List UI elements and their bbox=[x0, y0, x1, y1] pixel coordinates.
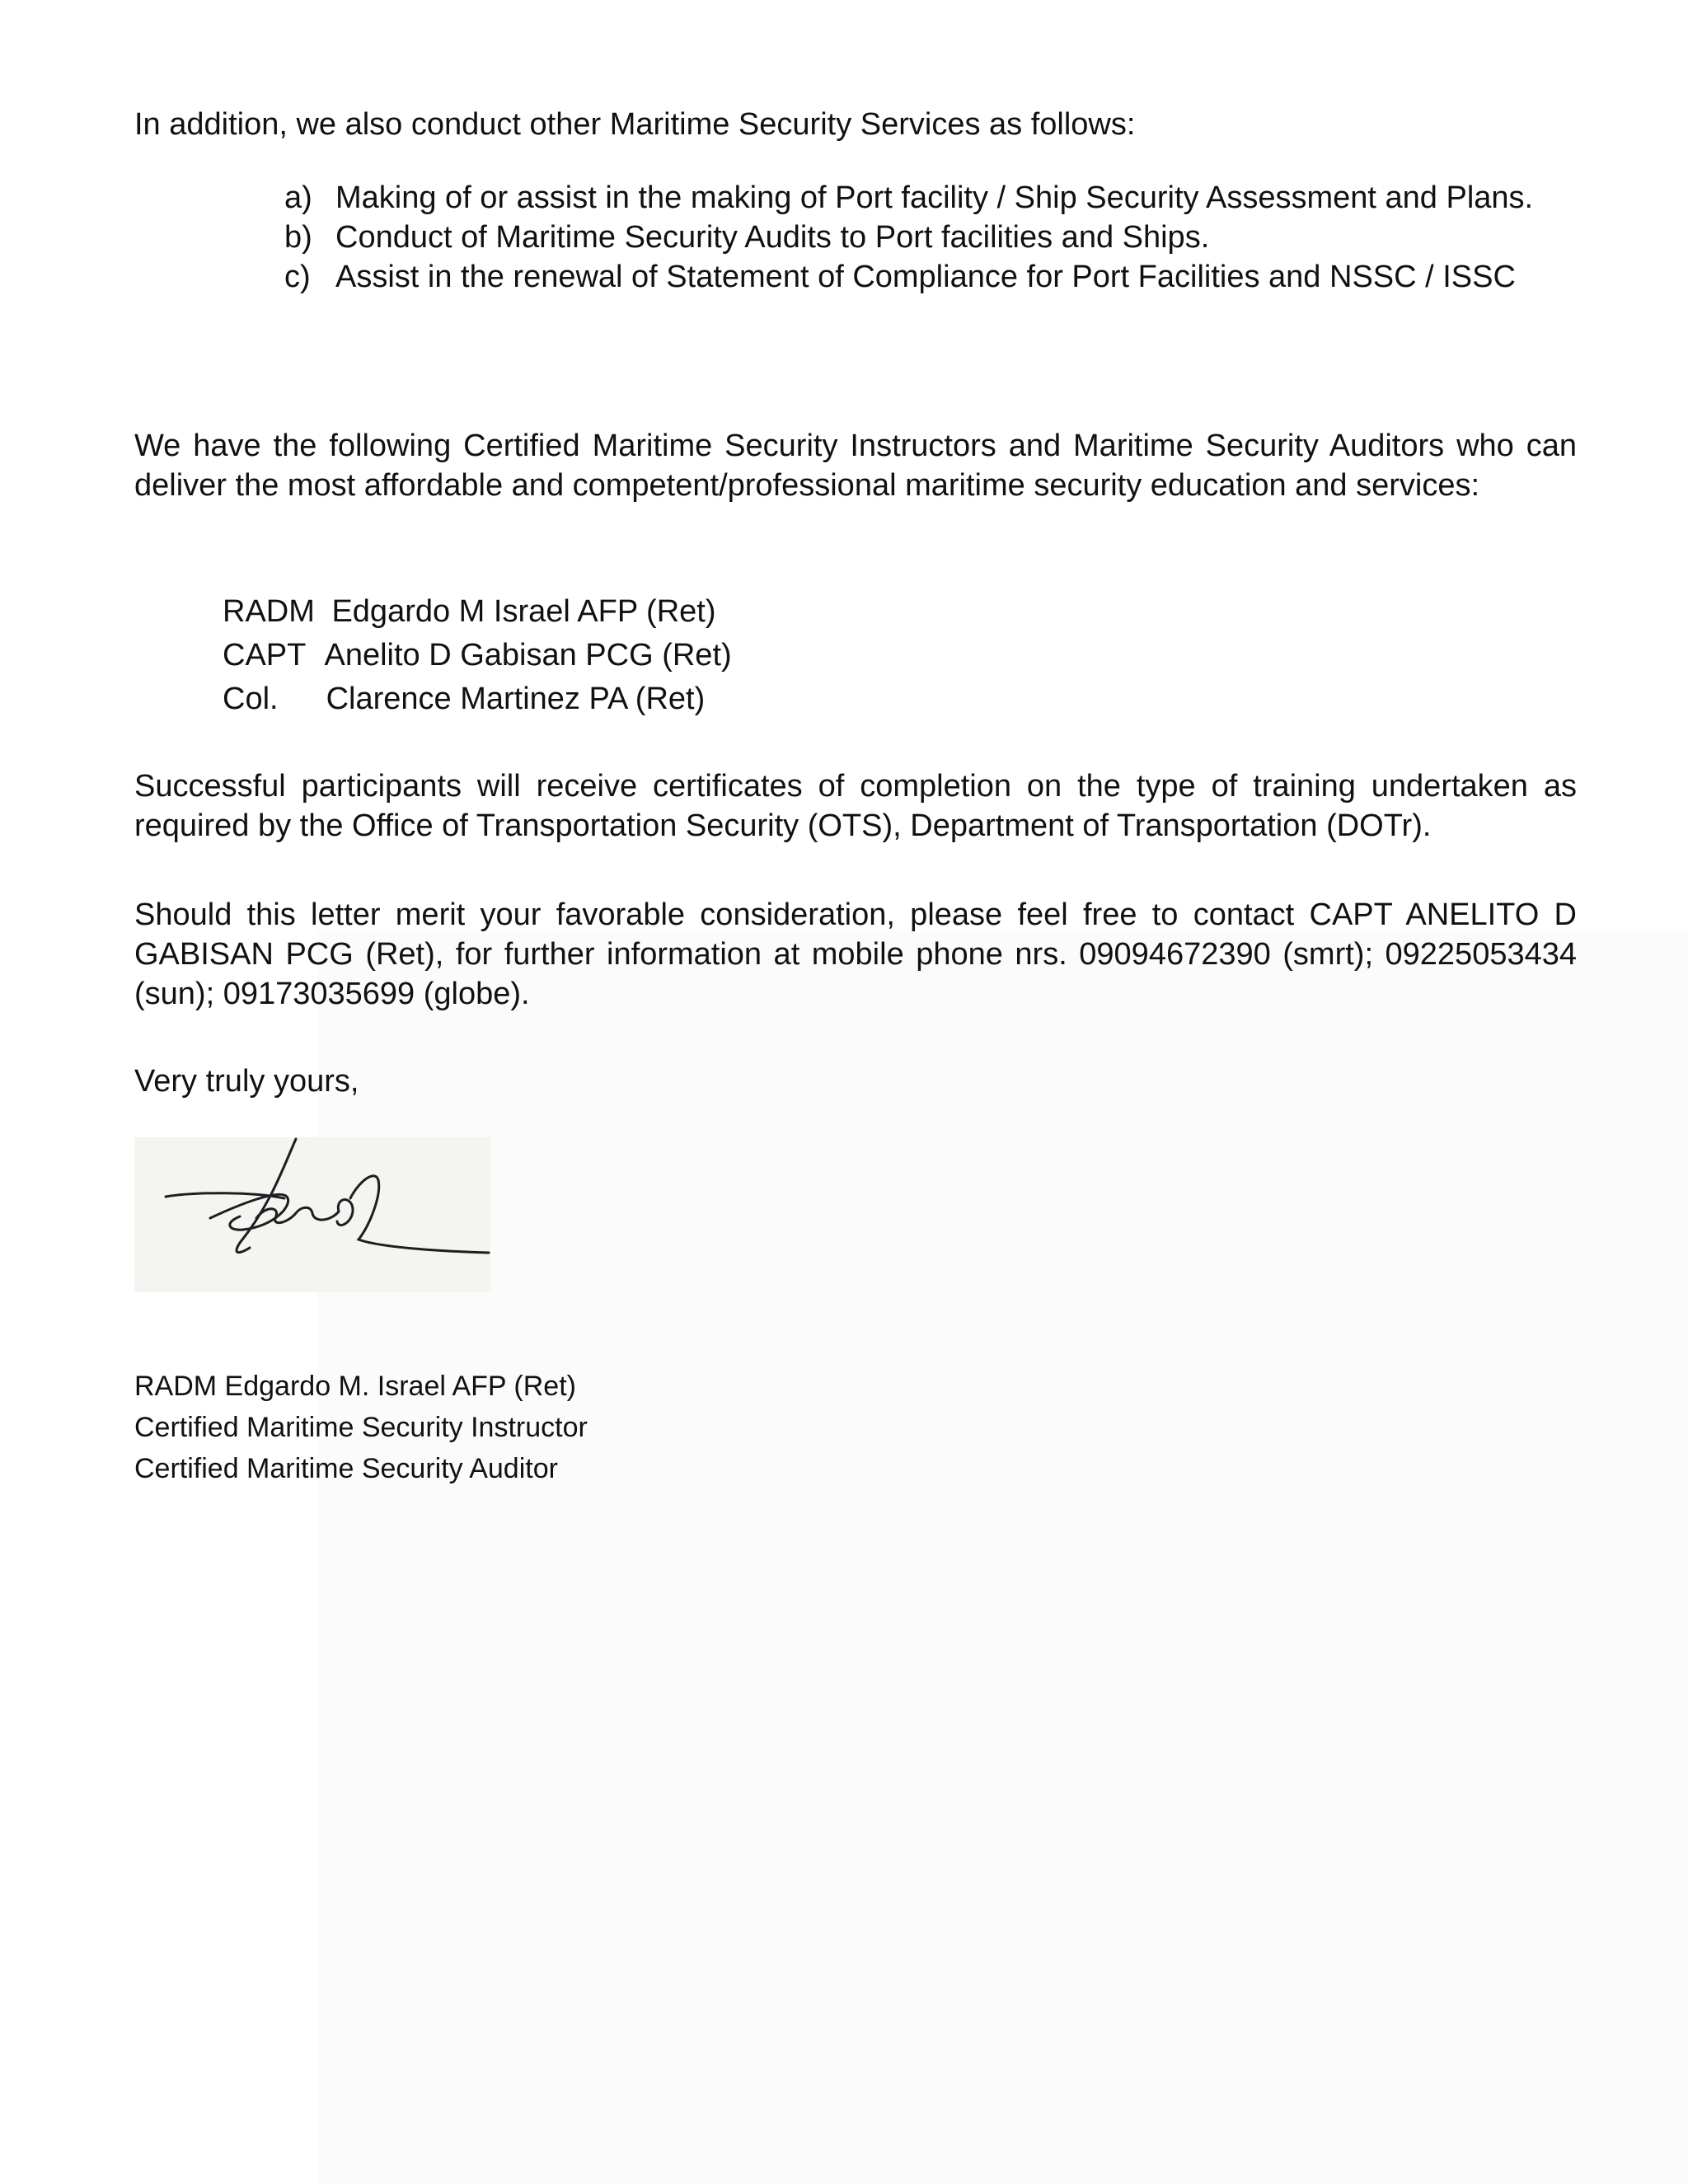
handwritten-signature-image bbox=[134, 1137, 491, 1292]
service-marker-b: b) bbox=[284, 220, 312, 255]
intro-paragraph: In addition, we also conduct other Maritime Security Services as follows: bbox=[134, 107, 1136, 142]
service-text-b: Conduct of Maritime Security Audits to Port facilities and Ships. bbox=[335, 220, 1210, 255]
instructor-name: Clarence Martinez PA (Ret) bbox=[326, 682, 706, 716]
signatory-title-auditor: Certified Maritime Security Auditor bbox=[134, 1453, 558, 1484]
instructor-name: Edgardo M Israel AFP (Ret) bbox=[331, 594, 716, 629]
instructor-rank: RADM bbox=[223, 594, 315, 629]
instructor-rank: Col. bbox=[223, 682, 279, 716]
certificates-paragraph: Successful participants will receive certificates of completion on the type of training undertaken as required by the Office of Transportation Security (OTS), Department of Transportation (DOTr). bbox=[134, 769, 1577, 843]
service-text-c: Assist in the renewal of Statement of Compliance for Port Facilities and NSSC / ISSC bbox=[335, 260, 1516, 294]
instructor-item bbox=[223, 634, 732, 677]
service-item-b bbox=[284, 218, 1577, 257]
closing-line: Very truly yours, bbox=[134, 1064, 359, 1099]
instructor-item bbox=[223, 590, 732, 634]
signature-stroke-graphic bbox=[134, 1137, 491, 1292]
page-scan-shade bbox=[317, 931, 1688, 2184]
service-item-a bbox=[284, 178, 1577, 218]
service-item-c bbox=[284, 257, 1577, 297]
instructor-item bbox=[223, 677, 732, 721]
signatory-title-instructor: Certified Maritime Security Instructor bbox=[134, 1412, 588, 1443]
instructors-intro-paragraph: We have the following Certified Maritime Security Instructors and Maritime Security Auditors who can deliver the most affordable and competent/professional maritime security education and services: bbox=[134, 429, 1577, 503]
signature-block bbox=[134, 1366, 588, 1489]
contact-paragraph: Should this letter merit your favorable consideration, please feel free to contact CAPT ANELITO D GABISAN PCG (Ret), for further information at mobile phone nrs. 09094672390 (smrt); 09225053434 (sun); 09173035699 (globe). bbox=[134, 898, 1577, 1011]
service-marker-c: c) bbox=[284, 260, 311, 294]
services-list bbox=[284, 178, 1577, 297]
signatory-name: RADM Edgardo M. Israel AFP (Ret) bbox=[134, 1371, 576, 1402]
service-text-a: Making of or assist in the making of Port facility / Ship Security Assessment and Plans. bbox=[335, 180, 1534, 215]
instructors-list bbox=[223, 590, 732, 721]
instructor-name: Anelito D Gabisan PCG (Ret) bbox=[324, 638, 732, 673]
instructor-rank: CAPT bbox=[223, 638, 307, 673]
service-marker-a: a) bbox=[284, 180, 312, 215]
